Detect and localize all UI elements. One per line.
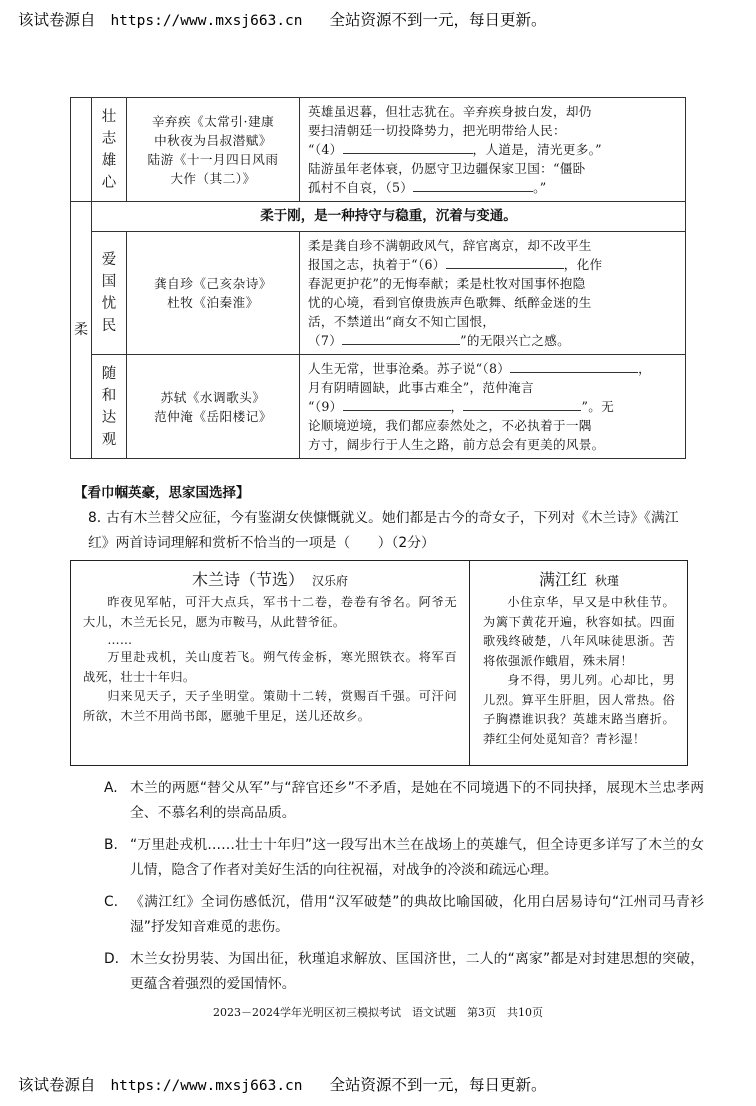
option-text: 《满江红》全词伤感低沉，借用“汉军破楚”的典故比喻国破，化用白居易诗句“江州司马青衫湿”抒发知音难觅的悲伤。 [130,894,704,935]
banner-url[interactable]: https://www.mxsj663.cn [110,13,303,29]
poem-paragraph: 万里赴戎机，关山度若飞。朔气传金柝，寒光照铁衣。将军百战死，壮士十年归。 [83,650,457,684]
poem-paragraph: 归来见天子，天子坐明堂。策勋十二转，赏赐百千强。可汗问所欲，木兰不用尚书郎，愿驰千里足，送儿还故乡。 [83,689,457,723]
banner-url[interactable]: https://www.mxsj663.cn [110,1078,303,1094]
answer-blank-5[interactable] [413,178,533,192]
option-a[interactable] [104,776,704,826]
answer-blank-4[interactable] [343,140,473,154]
theme-char: 志 [101,130,117,147]
banner-site: 该试卷源自 [18,1076,96,1094]
poem-author: 秋瑾 [595,574,620,588]
table-row-motto [71,202,686,232]
option-b[interactable] [104,833,704,883]
works-cell [127,232,300,355]
option-text: 木兰女扮男装、为国出征，秋瑾追求解放、匡国济世，二人的“离家”都是对封建思想的突破，更蕴含着强烈的爱国情怀。 [130,951,704,992]
banner-site: 该试卷源自 [18,11,96,29]
side-label: 柔 [71,202,92,459]
table-row-optimism [71,355,686,459]
poem-title: 满江红 秋瑾 [538,570,620,589]
poem-manjianghong [471,561,687,765]
theme-char: 心 [101,174,117,191]
work-title: 大作（其二）》 [170,170,256,186]
text-line: 报国之志，执着于“（6） ，化作 [308,257,603,272]
text-line: 人生无常，世事沧桑。苏子说“（8） ， [308,361,652,376]
poem-paragraph: 身不得，男儿列。心却比，男儿烈。算平生肝胆，因人常热。俗子胸襟谁识我？英雄末路当磨折。莽红尘何处觅知音？青衫湿！ [483,673,675,746]
page-footer: 2023－2024学年光明区初三模拟考试 语文试题 第3页 共10页 [213,1006,543,1019]
work-title: 陆游《十一月四日风雨 [147,151,279,167]
theme-char: 壮 [101,108,117,125]
text-line: 活，不禁道出“商女不知亡国恨， [308,314,496,329]
poem-comparison-box [70,560,688,766]
poem-body [471,591,687,749]
side-label-blank [71,98,92,202]
theme-cell [92,355,127,459]
option-text: 木兰的两愿“替父从军”与“辞官还乡”不矛盾，是她在不同境遇下的不同抉择，展现木兰忠孝两全、不慕名利的崇高品质。 [130,780,704,821]
theme-char: 达 [101,409,117,426]
option-letter: C. [104,894,119,910]
work-title: 龚自珍《己亥杂诗》 [154,276,272,291]
work-title: 范仲淹《岳阳楼记》 [154,408,272,424]
theme-char: 观 [101,431,117,448]
work-title: 苏轼《水调歌头》 [160,389,266,405]
theme-char: 雄 [101,152,117,169]
table-row-ambition [71,98,686,202]
text-line: 英雄虽迟暮，但壮志犹在。辛弃疾身披白发，却仍 [308,104,592,119]
section-title: 【看巾帼英豪，思家国选择】 [74,485,250,501]
theme-char: 和 [101,387,117,404]
answer-blank-6[interactable] [446,255,564,269]
text-cell [300,98,686,202]
text-line: 柔是龚自珍不满朝政风气，辞官离京，却不改平生 [308,238,592,253]
theme-cell [92,98,127,202]
answer-blank-7[interactable] [342,331,460,345]
text-cell [300,355,686,459]
option-text: “万里赴戎机……壮士十年归”这一段写出木兰在战场上的英雄气，但全诗更多详写了木兰的女儿情，隐含了作者对美好生活的向往祝福，对战争的冷淡和疏远心理。 [130,837,704,878]
text-line: 忧的心境，看到官僚贵族声色歌舞、纸醉金迷的生 [308,295,592,310]
poem-body [71,591,469,726]
answer-options [104,776,704,1004]
poem-theme-table [70,97,686,459]
work-title: 中秋夜为吕叔潜赋》 [154,132,272,148]
answer-blank-9b[interactable] [463,397,581,411]
theme-char: 忧 [101,296,117,312]
text-line: “（9） ， ”。无 [308,399,614,414]
text-line: （7） ”的无限兴亡之感。 [308,333,570,348]
text-line: 方寸，阔步行于人生之路，前方总会有更美的风景。 [308,437,605,452]
poem-title: 木兰诗（节选） 汉乐府 [191,570,349,589]
text-line: “（4） ，人道是，清光更多。” [308,142,602,157]
banner-slogan: 全站资源不到一元，每日更新。 [329,1076,547,1094]
theme-char: 民 [101,318,117,334]
banner-slogan: 全站资源不到一元，每日更新。 [329,11,547,29]
option-letter: A. [104,780,118,796]
text-line: 要扫清朝廷一切投降势力，把光明带给人民： [308,123,566,138]
work-title: 杜牧《泊秦淮》 [167,295,259,310]
works-cell [127,98,300,202]
text-line: 月有阴晴圆缺，此事古难全”，范仲淹言 [308,380,534,395]
theme-char: 爱 [101,252,117,268]
table-row-patriotism [71,232,686,355]
poem-paragraph: 小住京华，早又是中秋佳节。为篱下黄花开遍，秋容如拭。四面歌残终破楚，八年风味徒思浙。苦将侬强派作蛾眉，殊未屑！ [483,595,675,668]
works-cell [127,355,300,459]
text-line: 论顺境逆境，我们都应泰然处之，不必执着于一隅 [308,418,592,433]
option-d[interactable] [104,947,704,997]
question-8 [88,506,698,556]
top-banner [18,8,546,30]
option-letter: D. [104,951,120,967]
theme-char: 国 [101,274,117,290]
question-number: 8. [88,510,102,526]
poem-paragraph: 昨夜见军帖，可汗大点兵，军书十二卷，卷卷有爷名。阿爷无大儿，木兰无长兄，愿为市鞍马，从此替爷征。 [83,595,457,629]
poem-ellipsis: …… [107,633,133,647]
theme-char: 随 [101,365,117,382]
poem-mulan [71,561,470,765]
answer-blank-8[interactable] [510,359,638,373]
question-text: 古有木兰替父应征，今有鉴湖女侠慷慨就义。她们都是古今的奇女子，下列对《木兰诗》《满江红》两首诗词理解和赏析不恰当的一项是（ ）（2分） [88,510,679,551]
poem-author: 汉乐府 [312,574,349,588]
theme-cell [92,232,127,355]
bottom-banner [18,1073,546,1095]
text-cell [300,232,686,355]
text-line: 春泥更护花”的无悔奉献；柔是杜牧对国事怀抱隐 [308,276,586,291]
option-letter: B. [104,837,118,853]
answer-blank-9a[interactable] [343,397,451,411]
motto-text: 柔于刚，是一种持守与稳重，沉着与变通。 [92,202,686,232]
work-title: 辛弃疾《太常引·建康 [151,113,275,129]
option-c[interactable] [104,890,704,940]
text-line: 陆游虽年老体衰，仍愿守卫边疆保家卫国：“僵卧 [308,161,586,176]
text-line: 孤村不自哀，（5） 。” [308,180,547,195]
